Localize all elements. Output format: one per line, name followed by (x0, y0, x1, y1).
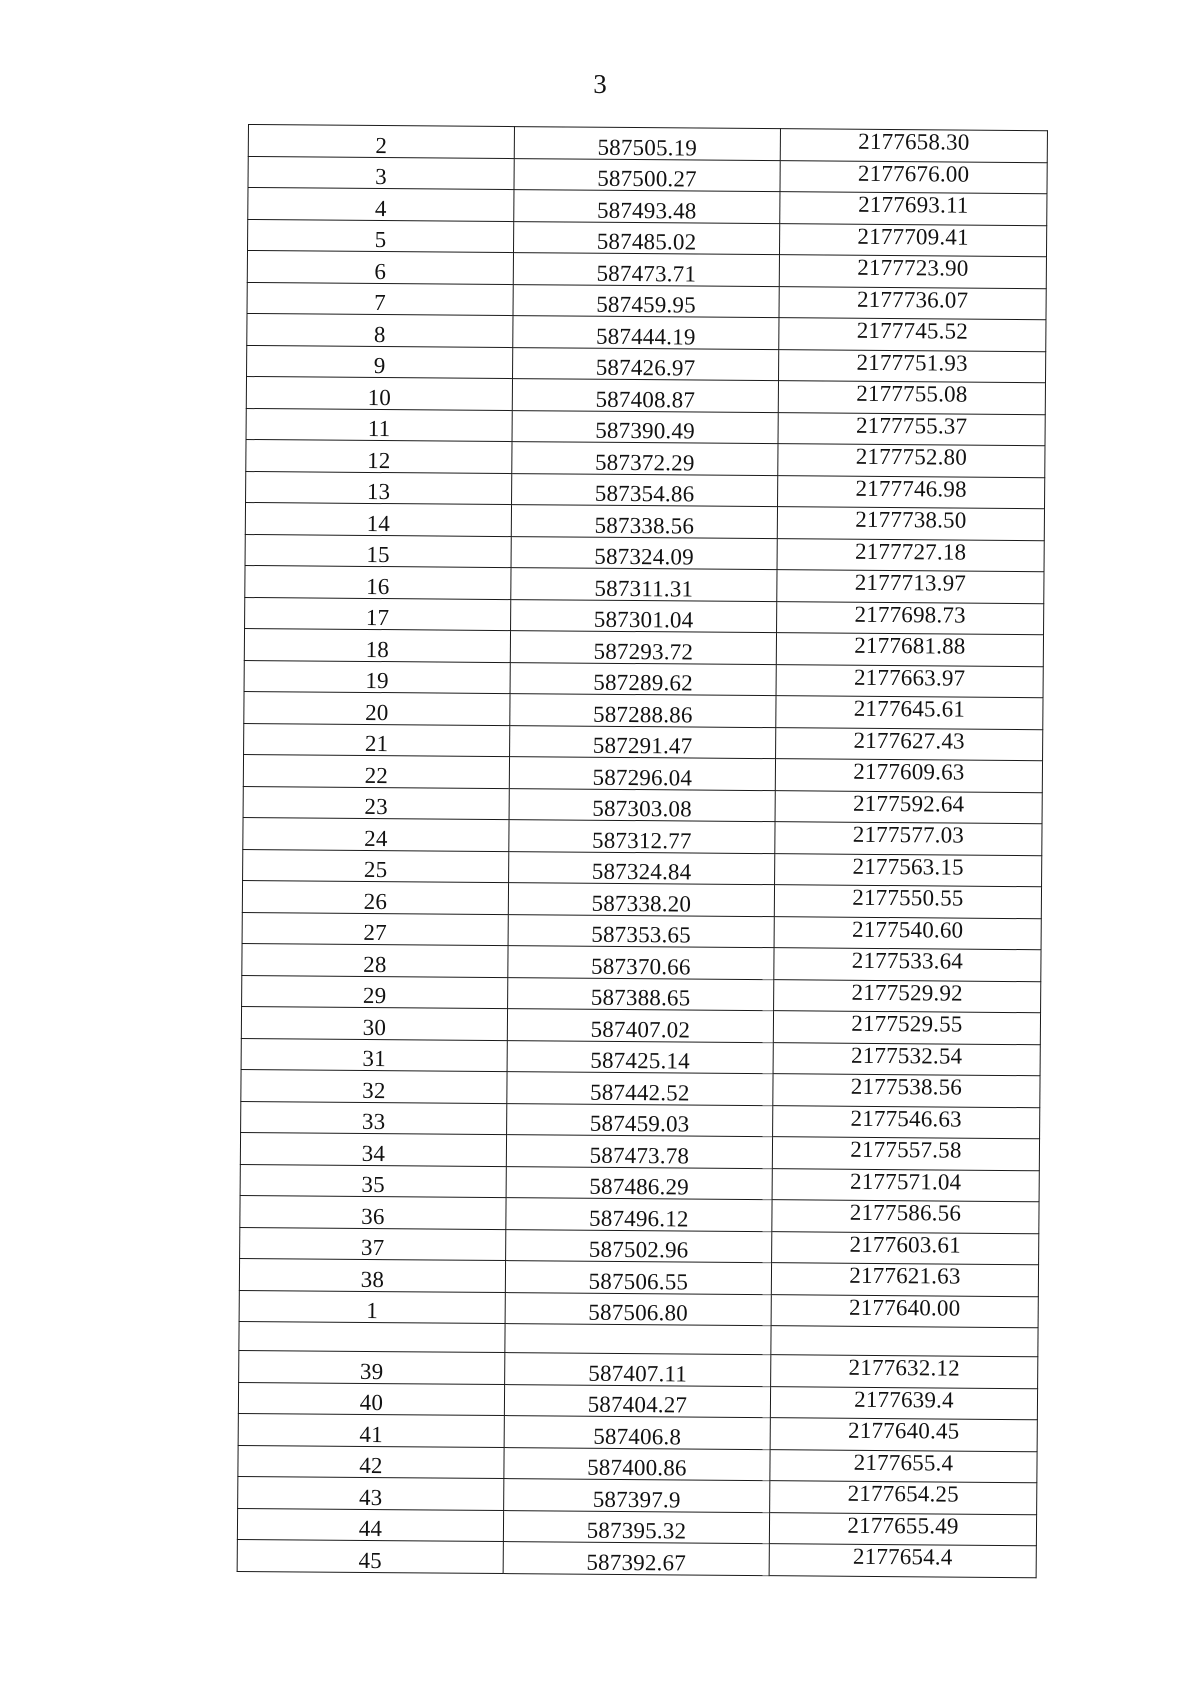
x-coordinate-cell: 587444.19 (513, 316, 779, 350)
x-coordinate-cell: 587506.55 (505, 1261, 771, 1295)
point-number-cell: 13 (246, 471, 512, 505)
x-coordinate-cell: 587426.97 (512, 347, 778, 381)
y-coordinate-cell: 2177640.45 (770, 1418, 1037, 1452)
x-coordinate-cell: 587324.09 (511, 536, 777, 570)
point-number-cell: 20 (244, 691, 510, 725)
point-number-cell: 30 (241, 1006, 507, 1040)
point-number-cell: 2 (248, 125, 514, 159)
y-coordinate-cell: 2177538.56 (773, 1074, 1040, 1108)
y-coordinate-cell: 2177627.43 (776, 727, 1043, 761)
point-number-cell: 10 (246, 376, 512, 410)
point-number-cell: 36 (240, 1195, 506, 1229)
y-coordinate-cell: 2177655.4 (770, 1449, 1037, 1483)
y-coordinate-cell: 2177676.00 (780, 160, 1047, 194)
x-coordinate-cell: 587404.27 (504, 1384, 770, 1418)
x-coordinate-cell: 587353.65 (508, 914, 774, 948)
point-number-cell: 24 (243, 817, 509, 851)
point-number-cell: 29 (242, 975, 508, 1009)
point-number-cell: 22 (243, 754, 509, 788)
point-number-cell: 23 (243, 786, 509, 820)
x-coordinate-cell: 587407.02 (507, 1009, 773, 1043)
x-coordinate-cell: 587289.62 (510, 662, 776, 696)
y-coordinate-cell: 2177639.4 (770, 1386, 1037, 1420)
point-number-cell: 25 (243, 849, 509, 883)
x-coordinate-cell: 587392.67 (503, 1542, 769, 1576)
x-coordinate-cell: 587506.80 (505, 1292, 771, 1326)
x-coordinate-cell: 587459.95 (513, 284, 779, 318)
x-coordinate-cell: 587496.12 (506, 1198, 772, 1232)
x-coordinate-cell: 587505.19 (514, 127, 780, 161)
point-number-cell: 15 (245, 534, 511, 568)
point-number-cell: 28 (242, 943, 508, 977)
y-coordinate-cell: 2177655.49 (769, 1512, 1036, 1546)
point-number-cell: 31 (241, 1038, 507, 1072)
x-coordinate-cell: 587301.04 (511, 599, 777, 633)
x-coordinate-cell: 587388.65 (508, 977, 774, 1011)
point-number-cell: 26 (242, 880, 508, 914)
y-coordinate-cell: 2177532.54 (773, 1042, 1040, 1076)
point-number-cell: 19 (244, 660, 510, 694)
x-coordinate-cell: 587338.20 (508, 883, 774, 917)
y-coordinate-cell: 2177529.92 (774, 979, 1041, 1013)
x-coordinate-cell: 587493.48 (514, 190, 780, 224)
y-coordinate-cell: 2177745.52 (779, 318, 1046, 352)
point-number-cell: 16 (245, 565, 511, 599)
point-number-cell: 42 (238, 1445, 504, 1479)
coordinates-table-body (237, 125, 1047, 1578)
y-coordinate-cell: 2177681.88 (776, 633, 1043, 667)
y-coordinate-cell: 2177577.03 (775, 822, 1042, 856)
point-number-cell: 35 (240, 1164, 506, 1198)
y-coordinate-cell: 2177640.00 (771, 1294, 1038, 1328)
point-number-cell: 17 (245, 597, 511, 631)
x-coordinate-cell: 587324.84 (509, 851, 775, 885)
y-coordinate-cell: 2177746.98 (777, 475, 1044, 509)
y-coordinate-cell: 2177727.18 (777, 538, 1044, 572)
point-number-cell: 40 (238, 1382, 504, 1416)
y-coordinate-cell: 2177751.93 (778, 349, 1045, 383)
y-coordinate-cell: 2177540.60 (774, 916, 1041, 950)
point-number-cell: 6 (247, 251, 513, 285)
x-coordinate-cell: 587296.04 (509, 757, 775, 791)
point-number-cell: 3 (248, 156, 514, 190)
y-coordinate-cell: 2177621.63 (771, 1263, 1038, 1297)
point-number-cell: 43 (238, 1476, 504, 1510)
empty-cell (239, 1321, 505, 1352)
y-coordinate-cell: 2177654.25 (770, 1481, 1037, 1515)
point-number-cell: 14 (245, 502, 511, 536)
x-coordinate-cell: 587473.78 (506, 1135, 772, 1169)
point-number-cell: 18 (244, 628, 510, 662)
point-number-cell: 12 (246, 439, 512, 473)
point-number-cell: 33 (241, 1101, 507, 1135)
x-coordinate-cell: 587303.08 (509, 788, 775, 822)
y-coordinate-cell: 2177546.63 (773, 1105, 1040, 1139)
x-coordinate-cell: 587311.31 (511, 568, 777, 602)
point-number-cell: 7 (247, 282, 513, 316)
y-coordinate-cell: 2177698.73 (776, 601, 1043, 635)
point-number-cell: 27 (242, 912, 508, 946)
x-coordinate-cell: 587486.29 (506, 1166, 772, 1200)
x-coordinate-cell: 587293.72 (510, 631, 776, 665)
x-coordinate-cell: 587354.86 (512, 473, 778, 507)
x-coordinate-cell: 587312.77 (509, 820, 775, 854)
x-coordinate-cell: 587485.02 (513, 221, 779, 255)
x-coordinate-cell: 587338.56 (511, 505, 777, 539)
y-coordinate-cell: 2177533.64 (774, 948, 1041, 982)
x-coordinate-cell: 587291.47 (510, 725, 776, 759)
empty-cell (505, 1324, 771, 1355)
x-coordinate-cell: 587407.11 (505, 1353, 771, 1387)
y-coordinate-cell: 2177557.58 (772, 1137, 1039, 1171)
y-coordinate-cell: 2177529.55 (773, 1011, 1040, 1045)
y-coordinate-cell: 2177755.08 (778, 381, 1045, 415)
point-number-cell: 38 (239, 1258, 505, 1292)
empty-cell (771, 1326, 1038, 1357)
point-number-cell: 8 (247, 313, 513, 347)
x-coordinate-cell: 587425.14 (507, 1040, 773, 1074)
point-number-cell: 45 (237, 1539, 503, 1573)
point-number-cell: 41 (238, 1413, 504, 1447)
point-number-cell: 37 (240, 1227, 506, 1261)
point-number-cell: 5 (248, 219, 514, 253)
x-coordinate-cell: 587288.86 (510, 694, 776, 728)
page-number: 3 (593, 69, 607, 99)
y-coordinate-cell: 2177571.04 (772, 1168, 1039, 1202)
y-coordinate-cell: 2177603.61 (772, 1231, 1039, 1265)
point-number-cell: 11 (246, 408, 512, 442)
x-coordinate-cell: 587459.03 (507, 1103, 773, 1137)
x-coordinate-cell: 587400.86 (504, 1447, 770, 1481)
x-coordinate-cell: 587442.52 (507, 1072, 773, 1106)
coordinates-table (237, 124, 1048, 1578)
x-coordinate-cell: 587395.32 (503, 1510, 769, 1544)
y-coordinate-cell: 2177693.11 (780, 192, 1047, 226)
y-coordinate-cell: 2177609.63 (775, 759, 1042, 793)
y-coordinate-cell: 2177658.30 (780, 129, 1047, 163)
x-coordinate-cell: 587390.49 (512, 410, 778, 444)
point-number-cell: 21 (244, 723, 510, 757)
point-number-cell: 9 (247, 345, 513, 379)
y-coordinate-cell: 2177709.41 (779, 223, 1046, 257)
x-coordinate-cell: 587397.9 (504, 1479, 770, 1513)
y-coordinate-cell: 2177752.80 (778, 444, 1045, 478)
y-coordinate-cell: 2177736.07 (779, 286, 1046, 320)
x-coordinate-cell: 587370.66 (508, 946, 774, 980)
y-coordinate-cell: 2177738.50 (777, 507, 1044, 541)
x-coordinate-cell: 587500.27 (514, 158, 780, 192)
y-coordinate-cell: 2177632.12 (771, 1355, 1038, 1389)
point-number-cell: 44 (237, 1508, 503, 1542)
y-coordinate-cell: 2177592.64 (775, 790, 1042, 824)
y-coordinate-cell: 2177723.90 (779, 255, 1046, 289)
x-coordinate-cell: 587372.29 (512, 442, 778, 476)
point-number-cell: 32 (241, 1069, 507, 1103)
y-coordinate-cell: 2177663.97 (776, 664, 1043, 698)
point-number-cell: 39 (239, 1350, 505, 1384)
y-coordinate-cell: 2177586.56 (772, 1200, 1039, 1234)
y-coordinate-cell: 2177713.97 (777, 570, 1044, 604)
point-number-cell: 34 (240, 1132, 506, 1166)
y-coordinate-cell: 2177550.55 (774, 885, 1041, 919)
y-coordinate-cell: 2177645.61 (776, 696, 1043, 730)
table-row (237, 1539, 1036, 1577)
y-coordinate-cell: 2177755.37 (778, 412, 1045, 446)
y-coordinate-cell: 2177654.4 (769, 1544, 1036, 1578)
x-coordinate-cell: 587473.71 (513, 253, 779, 287)
y-coordinate-cell: 2177563.15 (775, 853, 1042, 887)
point-number-cell: 1 (239, 1290, 505, 1324)
x-coordinate-cell: 587502.96 (506, 1229, 772, 1263)
x-coordinate-cell: 587406.8 (504, 1416, 770, 1450)
point-number-cell: 4 (248, 188, 514, 222)
x-coordinate-cell: 587408.87 (512, 379, 778, 413)
